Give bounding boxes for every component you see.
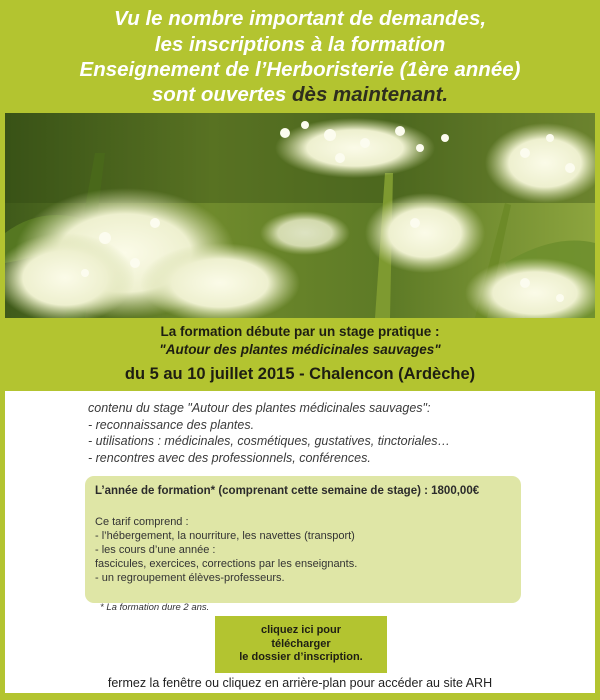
header-line-4: [0, 82, 600, 107]
meadowsweet-photo: [5, 113, 595, 318]
stage-contents: [88, 400, 450, 466]
announcement-header: [0, 0, 600, 112]
pricing-title: L’année de formation* (comprenant cette semaine de stage) : 1800,00€: [95, 485, 480, 497]
pricing-item: fascicules, exercices, corrections par les enseignants.: [95, 558, 358, 570]
close-window-link[interactable]: fermez la fenêtre ou cliquez en arrière-plan pour accéder au site ARH: [107, 676, 493, 690]
course-intro: [0, 323, 600, 387]
download-line-1: cliquez ici pour: [260, 624, 342, 636]
intro-line-1: La formation débute par un stage pratique :: [160, 324, 440, 339]
pricing-box: [85, 476, 521, 603]
contents-heading: contenu du stage "Autour des plantes médicinales sauvages":: [88, 401, 431, 415]
intro-dates-location: du 5 au 10 juillet 2015 - Chalencon (Ardèche): [124, 365, 476, 383]
pricing-item: - un regroupement élèves-professeurs.: [95, 572, 285, 584]
duration-footnote: * La formation dure 2 ans.: [100, 602, 210, 613]
flower-image: [5, 113, 595, 318]
pricing-item: - l’hébergement, la nourriture, les navettes (transport): [95, 530, 355, 542]
download-line-2: télécharger: [271, 637, 331, 650]
contents-item: - utilisations : médicinales, cosmétiques, gustatives, tinctoriales…: [88, 434, 450, 448]
contents-item: - reconnaissance des plantes.: [88, 417, 255, 432]
contents-item: - rencontres avec des professionnels, conférences.: [88, 450, 371, 465]
details-panel: [5, 391, 595, 693]
pricing-intro: Ce tarif comprend :: [95, 516, 189, 528]
intro-course-title: "Autour des plantes médicinales sauvages": [159, 342, 441, 357]
header-line-1: Vu le nombre important de demandes,: [113, 7, 487, 30]
header-line-3: Enseignement de l’Herboristerie (1ère année): [79, 58, 521, 81]
pricing-item: - les cours d’une année :: [95, 544, 216, 556]
download-line-3: le dossier d’inscription.: [239, 651, 363, 663]
pricing-includes: [95, 515, 357, 585]
download-registration-button[interactable]: [215, 616, 387, 673]
header-emphasis: dès maintenant.: [292, 83, 449, 106]
header-line-2: les inscriptions à la formation: [154, 33, 446, 56]
header-line-4-prefix: sont ouvertes: [151, 83, 287, 106]
